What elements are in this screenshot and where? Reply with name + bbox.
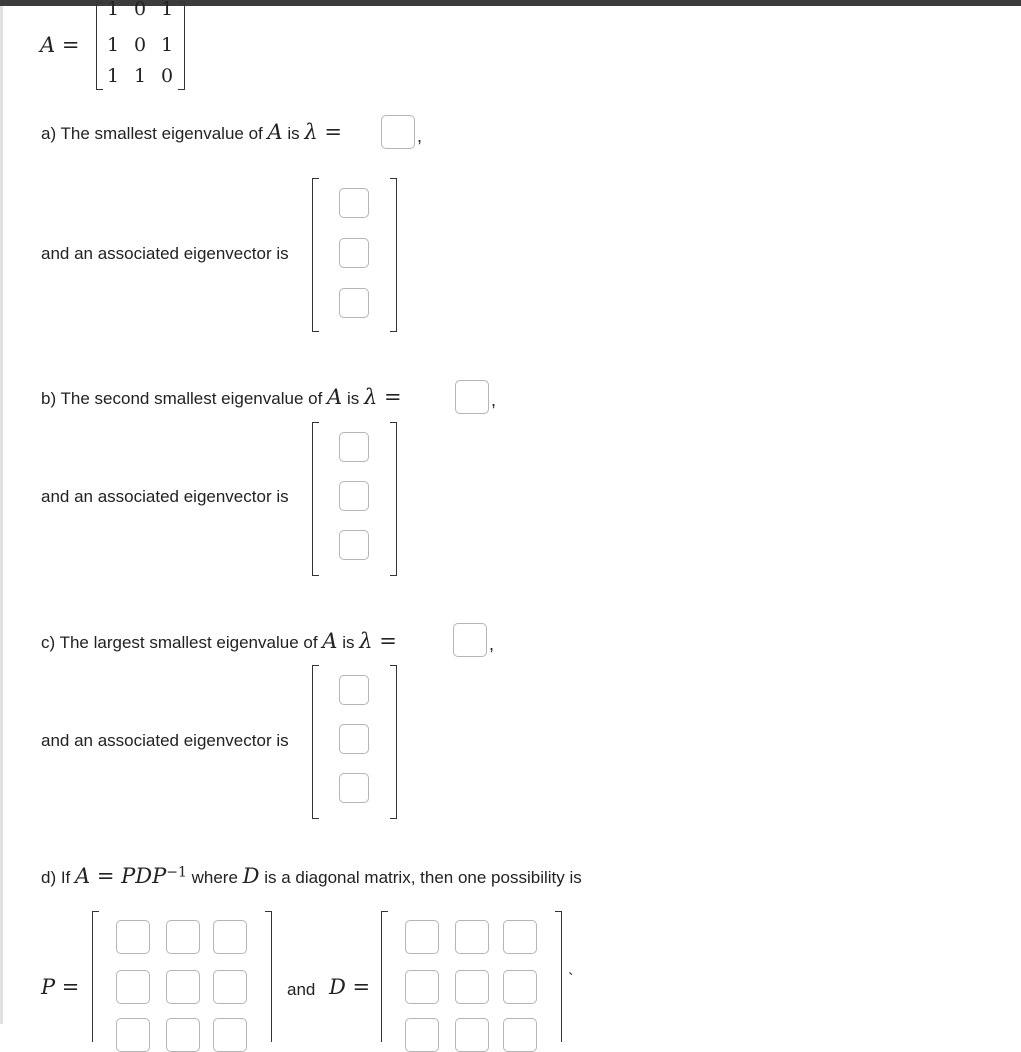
matrix-a-cell: 1 — [133, 65, 147, 87]
part-d-d-label: D = — [329, 975, 371, 999]
part-d-var-d: D — [242, 864, 260, 888]
part-a-eigenvector-input-3[interactable] — [339, 288, 369, 318]
matrix-a-right-bracket — [178, 2, 185, 90]
p-matrix-input-r3c1[interactable] — [116, 1018, 150, 1052]
d-matrix-input-r2c1[interactable] — [405, 970, 439, 1004]
p-matrix-input-r1c1[interactable] — [116, 920, 150, 954]
part-b-eigenvalue-input[interactable] — [455, 380, 489, 414]
part-b-question — [41, 385, 402, 409]
part-a-comma: , — [417, 126, 423, 146]
matrix-a-cell: 0 — [133, 34, 147, 56]
part-c-lambda: λ = — [359, 629, 397, 653]
part-b-eigenvector-input-3[interactable] — [339, 530, 369, 560]
p-matrix-input-r2c2[interactable] — [166, 970, 200, 1004]
d-matrix-input-r2c3[interactable] — [503, 970, 537, 1004]
part-d-end-mark: ` — [568, 970, 574, 989]
matrix-a-cell: 1 — [106, 0, 120, 20]
part-b-is: is — [346, 389, 360, 408]
part-c-prefix: c) The largest smallest eigenvalue of — [41, 633, 318, 652]
part-b-comma: , — [491, 390, 497, 410]
d-matrix-right-bracket — [555, 911, 562, 1042]
p-matrix-right-bracket — [265, 911, 272, 1042]
part-b-vector-left-bracket — [312, 422, 319, 576]
d-matrix-input-r3c2[interactable] — [455, 1018, 489, 1052]
part-c-eigenvector-input-3[interactable] — [339, 773, 369, 803]
part-c-comma: , — [489, 634, 495, 654]
part-a-vector-right-bracket — [390, 178, 397, 332]
part-b-lambda: λ = — [363, 385, 402, 409]
matrix-a-left-bracket — [96, 2, 103, 90]
part-a-vector-left-bracket — [312, 178, 319, 332]
matrix-a-cell: 1 — [160, 34, 174, 56]
part-b-prefix: b) The second smallest eigenvalue of — [41, 389, 323, 408]
part-d-superscript: −1 — [166, 864, 187, 881]
p-matrix-input-r3c3[interactable] — [213, 1018, 247, 1052]
d-matrix-left-bracket — [381, 911, 388, 1042]
d-matrix-input-r1c1[interactable] — [405, 920, 439, 954]
part-c-vector-left-bracket — [312, 665, 319, 819]
part-d-and: and — [287, 980, 316, 999]
matrix-a-cell: 1 — [106, 65, 120, 87]
part-b-vector-text: and an associated eigenvector is — [41, 487, 289, 506]
part-b-matrix-var: A — [327, 385, 343, 409]
part-c-eigenvalue-input[interactable] — [453, 623, 487, 657]
part-d-equation: A = PDP — [75, 864, 167, 888]
d-matrix-input-r3c3[interactable] — [503, 1018, 537, 1052]
matrix-a-cell: 0 — [133, 0, 147, 20]
p-matrix-input-r1c3[interactable] — [213, 920, 247, 954]
part-b-eigenvector-input-2[interactable] — [339, 481, 369, 511]
part-a-lambda: λ = — [304, 120, 343, 144]
part-c-eigenvector-input-1[interactable] — [339, 675, 369, 705]
matrix-a-label: A = — [40, 33, 80, 57]
part-a-is: is — [287, 124, 300, 143]
d-matrix-input-r3c1[interactable] — [405, 1018, 439, 1052]
window-top-bar — [0, 0, 1021, 6]
matrix-a-cell: 1 — [106, 34, 120, 56]
p-matrix-input-r1c2[interactable] — [166, 920, 200, 954]
part-a-matrix-var: A — [267, 120, 283, 144]
d-matrix-input-r1c2[interactable] — [455, 920, 489, 954]
part-c-vector-text: and an associated eigenvector is — [41, 731, 289, 750]
part-a-prefix: a) The smallest eigenvalue of — [41, 124, 263, 143]
part-c-question — [41, 629, 397, 653]
matrix-a-cell: 0 — [160, 65, 174, 87]
part-d-question — [41, 864, 582, 888]
d-matrix-input-r2c2[interactable] — [455, 970, 489, 1004]
part-b-vector-right-bracket — [390, 422, 397, 576]
part-d-where: where — [191, 868, 238, 887]
part-d-p-label: P = — [41, 975, 80, 999]
part-d-prefix: d) If — [41, 868, 71, 887]
page-left-edge — [0, 6, 3, 1024]
p-matrix-left-bracket — [92, 911, 99, 1042]
p-matrix-input-r3c2[interactable] — [166, 1018, 200, 1052]
part-c-eigenvector-input-2[interactable] — [339, 724, 369, 754]
part-a-eigenvalue-input[interactable] — [381, 115, 415, 149]
matrix-a-cell: 1 — [160, 0, 174, 20]
part-c-vector-right-bracket — [390, 665, 397, 819]
p-matrix-input-r2c1[interactable] — [116, 970, 150, 1004]
part-d-suffix: is a diagonal matrix, then one possibility is — [264, 868, 582, 887]
d-matrix-input-r1c3[interactable] — [503, 920, 537, 954]
part-c-is: is — [342, 633, 355, 652]
part-a-eigenvector-input-1[interactable] — [339, 188, 369, 218]
part-a-question — [41, 120, 342, 144]
p-matrix-input-r2c3[interactable] — [213, 970, 247, 1004]
part-a-vector-text: and an associated eigenvector is — [41, 244, 289, 263]
part-c-matrix-var: A — [322, 629, 338, 653]
part-a-eigenvector-input-2[interactable] — [339, 238, 369, 268]
part-b-eigenvector-input-1[interactable] — [339, 432, 369, 462]
